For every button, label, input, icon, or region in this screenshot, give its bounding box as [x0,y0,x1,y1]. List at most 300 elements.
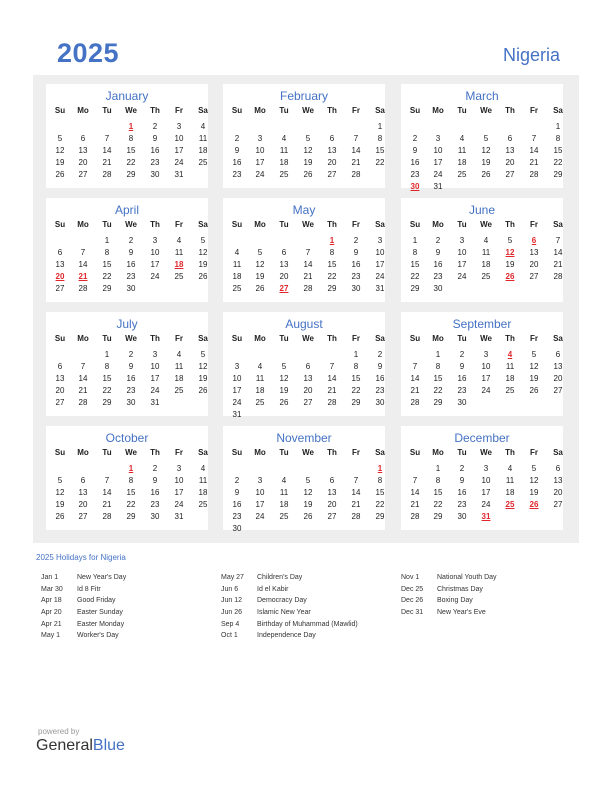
date-cell[interactable]: 11 [505,476,515,485]
date-cell[interactable]: 30 [126,398,136,407]
date-cell[interactable]: 3 [234,362,240,371]
date-cell[interactable]: 17 [232,386,242,395]
date-cell[interactable]: 15 [102,374,112,383]
date-cell[interactable]: 10 [481,362,491,371]
date-cell[interactable]: 28 [410,398,420,407]
date-cell[interactable]: 21 [351,500,361,509]
date-cell[interactable]: 14 [303,260,313,269]
date-cell[interactable]: 7 [80,362,86,371]
date-cell[interactable]: 26 [481,170,491,179]
date-cell[interactable]: 2 [152,122,158,131]
date-cell[interactable]: 11 [198,476,208,485]
date-cell[interactable]: 27 [55,398,65,407]
date-cell[interactable]: 28 [351,512,361,521]
date-cell[interactable]: 20 [78,500,88,509]
date-cell[interactable]: 3 [483,464,489,473]
date-cell[interactable]: 3 [459,236,465,245]
date-cell[interactable]: 5 [200,350,206,359]
date-cell[interactable]: 11 [481,248,491,257]
date-cell[interactable]: 7 [104,476,110,485]
date-cell[interactable]: 13 [553,362,563,371]
date-cell[interactable]: 31 [174,170,184,179]
date-cell[interactable]: 24 [433,170,443,179]
date-cell[interactable]: 26 [279,398,289,407]
date-cell[interactable]: 5 [305,476,311,485]
date-cell[interactable]: 29 [126,170,136,179]
date-cell[interactable]: 25 [457,170,467,179]
date-cell[interactable]: 7 [412,362,418,371]
date-cell[interactable]: 9 [459,362,465,371]
date-cell[interactable]: 18 [457,158,467,167]
holiday-date-cell[interactable]: 25 [505,500,515,509]
date-cell[interactable]: 12 [481,146,491,155]
date-cell[interactable]: 5 [531,350,537,359]
date-cell[interactable]: 16 [126,260,136,269]
holiday-date-cell[interactable]: 1 [329,236,335,245]
date-cell[interactable]: 8 [104,248,110,257]
date-cell[interactable]: 26 [198,272,208,281]
date-cell[interactable]: 10 [457,248,467,257]
date-cell[interactable]: 21 [303,272,313,281]
date-cell[interactable]: 8 [412,248,418,257]
date-cell[interactable]: 7 [353,476,359,485]
date-cell[interactable]: 25 [198,500,208,509]
date-cell[interactable]: 12 [55,488,65,497]
date-cell[interactable]: 17 [174,488,184,497]
date-cell[interactable]: 6 [305,362,311,371]
date-cell[interactable]: 22 [375,500,385,509]
date-cell[interactable]: 19 [279,386,289,395]
date-cell[interactable]: 28 [78,398,88,407]
date-cell[interactable]: 13 [78,146,88,155]
date-cell[interactable]: 23 [410,170,420,179]
date-cell[interactable]: 13 [553,476,563,485]
date-cell[interactable]: 27 [553,500,563,509]
date-cell[interactable]: 23 [457,500,467,509]
date-cell[interactable]: 7 [329,362,335,371]
date-cell[interactable]: 12 [255,260,265,269]
date-cell[interactable]: 14 [78,260,88,269]
date-cell[interactable]: 1 [104,236,110,245]
date-cell[interactable]: 25 [279,512,289,521]
date-cell[interactable]: 28 [102,170,112,179]
date-cell[interactable]: 7 [412,476,418,485]
date-cell[interactable]: 18 [279,500,289,509]
date-cell[interactable]: 4 [483,236,489,245]
date-cell[interactable]: 2 [152,464,158,473]
date-cell[interactable]: 5 [57,134,63,143]
date-cell[interactable]: 3 [435,134,441,143]
date-cell[interactable]: 27 [78,170,88,179]
date-cell[interactable]: 23 [457,386,467,395]
date-cell[interactable]: 9 [234,488,240,497]
date-cell[interactable]: 6 [507,134,513,143]
date-cell[interactable]: 22 [433,386,443,395]
date-cell[interactable]: 5 [531,464,537,473]
date-cell[interactable]: 29 [102,398,112,407]
date-cell[interactable]: 1 [353,350,359,359]
date-cell[interactable]: 9 [152,476,158,485]
date-cell[interactable]: 5 [507,236,513,245]
date-cell[interactable]: 21 [102,500,112,509]
date-cell[interactable]: 1 [377,122,383,131]
date-cell[interactable]: 1 [412,236,418,245]
holiday-date-cell[interactable]: 31 [481,512,491,521]
date-cell[interactable]: 16 [232,158,242,167]
date-cell[interactable]: 20 [327,500,337,509]
date-cell[interactable]: 14 [327,374,337,383]
date-cell[interactable]: 6 [57,248,63,257]
holiday-date-cell[interactable]: 1 [128,122,134,131]
date-cell[interactable]: 23 [150,158,160,167]
holiday-date-cell[interactable]: 12 [505,248,515,257]
date-cell[interactable]: 8 [377,476,383,485]
date-cell[interactable]: 27 [553,386,563,395]
date-cell[interactable]: 10 [255,146,265,155]
date-cell[interactable]: 2 [234,476,240,485]
date-cell[interactable]: 3 [176,464,182,473]
date-cell[interactable]: 9 [459,476,465,485]
date-cell[interactable]: 2 [353,236,359,245]
date-cell[interactable]: 12 [303,146,313,155]
date-cell[interactable]: 1 [435,464,441,473]
date-cell[interactable]: 10 [433,146,443,155]
date-cell[interactable]: 15 [102,260,112,269]
date-cell[interactable]: 17 [375,260,385,269]
date-cell[interactable]: 16 [150,488,160,497]
date-cell[interactable]: 29 [410,284,420,293]
date-cell[interactable]: 29 [433,512,443,521]
date-cell[interactable]: 7 [80,248,86,257]
date-cell[interactable]: 4 [257,362,263,371]
date-cell[interactable]: 5 [257,248,263,257]
date-cell[interactable]: 12 [279,374,289,383]
date-cell[interactable]: 16 [457,374,467,383]
date-cell[interactable]: 3 [176,122,182,131]
date-cell[interactable]: 13 [55,374,65,383]
date-cell[interactable]: 3 [483,350,489,359]
date-cell[interactable]: 2 [377,350,383,359]
date-cell[interactable]: 21 [410,500,420,509]
date-cell[interactable]: 22 [327,272,337,281]
date-cell[interactable]: 19 [505,260,515,269]
date-cell[interactable]: 29 [553,170,563,179]
date-cell[interactable]: 4 [176,236,182,245]
date-cell[interactable]: 28 [327,398,337,407]
date-cell[interactable]: 12 [303,488,313,497]
date-cell[interactable]: 28 [529,170,539,179]
date-cell[interactable]: 16 [150,146,160,155]
date-cell[interactable]: 1 [555,122,561,131]
date-cell[interactable]: 24 [481,386,491,395]
date-cell[interactable]: 25 [505,386,515,395]
date-cell[interactable]: 26 [255,284,265,293]
date-cell[interactable]: 10 [481,476,491,485]
generalblue-logo[interactable] [36,737,125,755]
date-cell[interactable]: 14 [410,488,420,497]
date-cell[interactable]: 20 [78,158,88,167]
date-cell[interactable]: 12 [198,248,208,257]
date-cell[interactable]: 3 [377,236,383,245]
date-cell[interactable]: 2 [412,134,418,143]
date-cell[interactable]: 16 [351,260,361,269]
date-cell[interactable]: 20 [279,272,289,281]
date-cell[interactable]: 24 [174,158,184,167]
date-cell[interactable]: 15 [375,488,385,497]
date-cell[interactable]: 14 [410,374,420,383]
date-cell[interactable]: 9 [152,134,158,143]
date-cell[interactable]: 14 [102,488,112,497]
date-cell[interactable]: 23 [433,272,443,281]
date-cell[interactable]: 14 [553,248,563,257]
date-cell[interactable]: 20 [553,488,563,497]
date-cell[interactable]: 14 [351,146,361,155]
date-cell[interactable]: 4 [176,350,182,359]
date-cell[interactable]: 24 [232,398,242,407]
date-cell[interactable]: 21 [327,386,337,395]
date-cell[interactable]: 25 [232,284,242,293]
date-cell[interactable]: 19 [303,500,313,509]
date-cell[interactable]: 11 [198,134,208,143]
date-cell[interactable]: 11 [232,260,242,269]
date-cell[interactable]: 2 [459,464,465,473]
date-cell[interactable]: 26 [303,512,313,521]
date-cell[interactable]: 22 [351,386,361,395]
date-cell[interactable]: 27 [327,512,337,521]
date-cell[interactable]: 2 [435,236,441,245]
date-cell[interactable]: 19 [198,374,208,383]
date-cell[interactable]: 26 [529,386,539,395]
date-cell[interactable]: 12 [529,476,539,485]
date-cell[interactable]: 29 [351,398,361,407]
date-cell[interactable]: 24 [174,500,184,509]
date-cell[interactable]: 22 [126,500,136,509]
date-cell[interactable]: 25 [279,170,289,179]
date-cell[interactable]: 18 [198,488,208,497]
date-cell[interactable]: 18 [279,158,289,167]
date-cell[interactable]: 25 [174,386,184,395]
date-cell[interactable]: 15 [327,260,337,269]
date-cell[interactable]: 20 [327,158,337,167]
date-cell[interactable]: 12 [529,362,539,371]
date-cell[interactable]: 8 [435,476,441,485]
date-cell[interactable]: 19 [481,158,491,167]
date-cell[interactable]: 2 [459,350,465,359]
date-cell[interactable]: 29 [102,284,112,293]
date-cell[interactable]: 27 [55,284,65,293]
date-cell[interactable]: 29 [375,512,385,521]
date-cell[interactable]: 10 [375,248,385,257]
date-cell[interactable]: 8 [128,476,134,485]
date-cell[interactable]: 4 [507,464,513,473]
date-cell[interactable]: 8 [128,134,134,143]
date-cell[interactable]: 12 [55,146,65,155]
date-cell[interactable]: 11 [457,146,467,155]
holiday-date-cell[interactable]: 18 [174,260,184,269]
date-cell[interactable]: 24 [150,272,160,281]
date-cell[interactable]: 12 [198,362,208,371]
date-cell[interactable]: 8 [104,362,110,371]
holiday-date-cell[interactable]: 1 [377,464,383,473]
date-cell[interactable]: 16 [457,488,467,497]
date-cell[interactable]: 19 [55,158,65,167]
date-cell[interactable]: 15 [351,374,361,383]
date-cell[interactable]: 13 [78,488,88,497]
date-cell[interactable]: 5 [57,476,63,485]
date-cell[interactable]: 18 [232,272,242,281]
date-cell[interactable]: 6 [281,248,287,257]
date-cell[interactable]: 13 [303,374,313,383]
holiday-date-cell[interactable]: 26 [529,500,539,509]
date-cell[interactable]: 28 [78,284,88,293]
date-cell[interactable]: 20 [553,374,563,383]
date-cell[interactable]: 24 [255,512,265,521]
date-cell[interactable]: 15 [433,488,443,497]
date-cell[interactable]: 15 [433,374,443,383]
date-cell[interactable]: 7 [353,134,359,143]
date-cell[interactable]: 22 [433,500,443,509]
date-cell[interactable]: 30 [126,284,136,293]
date-cell[interactable]: 6 [80,476,86,485]
date-cell[interactable]: 23 [232,512,242,521]
holiday-date-cell[interactable]: 27 [279,284,289,293]
date-cell[interactable]: 24 [481,500,491,509]
date-cell[interactable]: 17 [255,158,265,167]
date-cell[interactable]: 30 [457,398,467,407]
date-cell[interactable]: 6 [80,134,86,143]
date-cell[interactable]: 6 [329,476,335,485]
date-cell[interactable]: 17 [457,260,467,269]
date-cell[interactable]: 23 [126,272,136,281]
date-cell[interactable]: 22 [126,158,136,167]
date-cell[interactable]: 9 [377,362,383,371]
date-cell[interactable]: 16 [410,158,420,167]
date-cell[interactable]: 26 [198,386,208,395]
date-cell[interactable]: 24 [457,272,467,281]
date-cell[interactable]: 26 [303,170,313,179]
date-cell[interactable]: 7 [104,134,110,143]
date-cell[interactable]: 7 [555,236,561,245]
date-cell[interactable]: 30 [232,524,242,533]
date-cell[interactable]: 1 [435,350,441,359]
date-cell[interactable]: 30 [433,284,443,293]
date-cell[interactable]: 5 [281,362,287,371]
date-cell[interactable]: 4 [281,476,287,485]
date-cell[interactable]: 5 [305,134,311,143]
date-cell[interactable]: 13 [327,488,337,497]
date-cell[interactable]: 13 [505,146,515,155]
date-cell[interactable]: 21 [553,260,563,269]
date-cell[interactable]: 8 [353,362,359,371]
date-cell[interactable]: 25 [198,158,208,167]
date-cell[interactable]: 19 [529,488,539,497]
date-cell[interactable]: 14 [529,146,539,155]
date-cell[interactable]: 16 [433,260,443,269]
date-cell[interactable]: 29 [327,284,337,293]
holiday-date-cell[interactable]: 20 [55,272,65,281]
date-cell[interactable]: 23 [150,500,160,509]
date-cell[interactable]: 21 [78,386,88,395]
date-cell[interactable]: 26 [55,170,65,179]
date-cell[interactable]: 15 [553,146,563,155]
date-cell[interactable]: 19 [529,374,539,383]
date-cell[interactable]: 9 [234,146,240,155]
date-cell[interactable]: 10 [150,362,160,371]
date-cell[interactable]: 18 [505,374,515,383]
date-cell[interactable]: 17 [150,260,160,269]
date-cell[interactable]: 15 [126,488,136,497]
date-cell[interactable]: 23 [232,170,242,179]
date-cell[interactable]: 13 [279,260,289,269]
date-cell[interactable]: 31 [174,512,184,521]
date-cell[interactable]: 9 [128,362,134,371]
date-cell[interactable]: 7 [305,248,311,257]
date-cell[interactable]: 17 [481,488,491,497]
date-cell[interactable]: 21 [102,158,112,167]
date-cell[interactable]: 22 [375,158,385,167]
date-cell[interactable]: 4 [200,122,206,131]
date-cell[interactable]: 5 [483,134,489,143]
date-cell[interactable]: 6 [555,350,561,359]
date-cell[interactable]: 19 [55,500,65,509]
date-cell[interactable]: 27 [505,170,515,179]
date-cell[interactable]: 16 [126,374,136,383]
date-cell[interactable]: 20 [303,386,313,395]
date-cell[interactable]: 18 [174,374,184,383]
date-cell[interactable]: 3 [152,350,158,359]
date-cell[interactable]: 28 [102,512,112,521]
holiday-date-cell[interactable]: 1 [128,464,134,473]
date-cell[interactable]: 20 [529,260,539,269]
holiday-date-cell[interactable]: 26 [505,272,515,281]
date-cell[interactable]: 24 [375,272,385,281]
date-cell[interactable]: 25 [481,272,491,281]
date-cell[interactable]: 30 [351,284,361,293]
date-cell[interactable]: 23 [375,386,385,395]
date-cell[interactable]: 14 [78,374,88,383]
date-cell[interactable]: 18 [481,260,491,269]
date-cell[interactable]: 10 [174,134,184,143]
date-cell[interactable]: 27 [529,272,539,281]
date-cell[interactable]: 11 [174,362,184,371]
date-cell[interactable]: 25 [255,398,265,407]
date-cell[interactable]: 28 [410,512,420,521]
date-cell[interactable]: 9 [435,248,441,257]
holiday-date-cell[interactable]: 30 [410,182,420,191]
date-cell[interactable]: 24 [255,170,265,179]
date-cell[interactable]: 3 [257,134,263,143]
date-cell[interactable]: 15 [126,146,136,155]
date-cell[interactable]: 11 [279,488,289,497]
date-cell[interactable]: 14 [351,488,361,497]
date-cell[interactable]: 30 [457,512,467,521]
date-cell[interactable]: 31 [375,284,385,293]
date-cell[interactable]: 5 [200,236,206,245]
holiday-date-cell[interactable]: 21 [78,272,88,281]
date-cell[interactable]: 19 [198,260,208,269]
date-cell[interactable]: 29 [126,512,136,521]
date-cell[interactable]: 18 [198,146,208,155]
date-cell[interactable]: 13 [529,248,539,257]
date-cell[interactable]: 6 [555,464,561,473]
date-cell[interactable]: 27 [303,398,313,407]
date-cell[interactable]: 9 [353,248,359,257]
date-cell[interactable]: 8 [329,248,335,257]
date-cell[interactable]: 17 [174,146,184,155]
date-cell[interactable]: 20 [505,158,515,167]
date-cell[interactable]: 23 [126,386,136,395]
date-cell[interactable]: 8 [555,134,561,143]
